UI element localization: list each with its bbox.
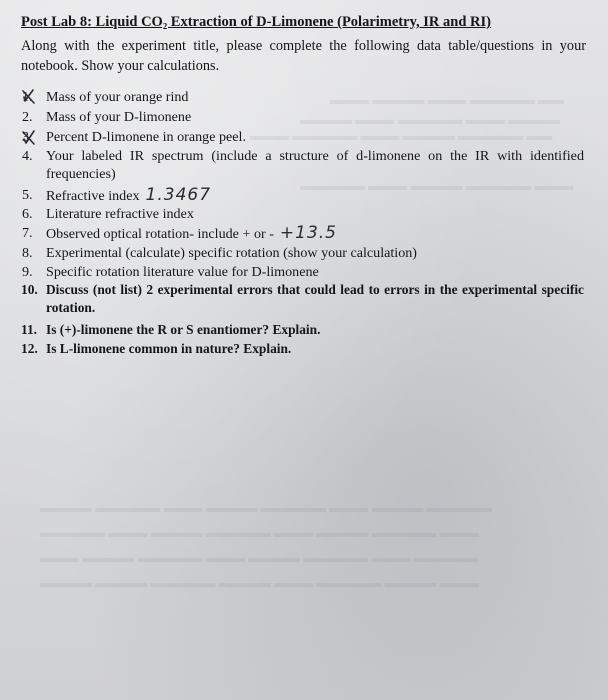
- item-number: 12.: [21, 341, 38, 356]
- item-text: Experimental (calculate) specific rotation (show your calculation): [46, 245, 417, 261]
- handwritten-answer: 1.3467: [145, 185, 212, 205]
- item-number: 7.: [22, 225, 33, 241]
- item-number: 9.: [22, 264, 33, 280]
- item-number: 3.: [22, 129, 33, 145]
- bleed-through-text: ▬▬▬▬ ▬▬▬▬ ▬▬▬▬▬ ▬▬▬▬ ▬▬▬ ▬▬▬▬▬ ▬▬▬▬ ▬▬▬: [40, 575, 479, 590]
- item-number: 4.: [22, 148, 33, 164]
- list-item: [22, 224, 584, 243]
- item-text: Percent D-limonene in orange peel.: [46, 129, 246, 145]
- item-text: Mass of your D-limonene: [46, 109, 192, 125]
- list-item: [22, 263, 584, 281]
- list-item: [22, 340, 584, 358]
- instructions-paragraph: Along with the experiment title, please complete the following data table/questions in your notebook. Show your calculations.: [21, 38, 586, 74]
- list-item: [22, 205, 584, 223]
- handwritten-answer: +13.5: [279, 223, 338, 243]
- worksheet-title: Post Lab 8: Liquid CO₂ Extraction of D-Limonene (Polarimetry, IR and RI): [21, 14, 491, 30]
- bleed-through-text: ▬▬▬▬▬ ▬▬▬ ▬▬▬▬ ▬▬▬▬▬ ▬▬▬ ▬▬▬▬ ▬▬▬▬▬ ▬▬▬: [40, 525, 479, 540]
- bleed-through-text: ▬▬▬ ▬▬▬▬ ▬▬▬ ▬▬▬▬▬ ▬▬: [330, 92, 564, 107]
- bleed-through-text: ▬▬▬▬ ▬▬▬ ▬▬▬▬▬ ▬▬▬ ▬▬▬▬: [300, 112, 560, 127]
- list-item: [22, 128, 584, 146]
- list-item: [22, 147, 584, 183]
- list-item: [22, 108, 584, 126]
- item-text: Refractive index: [46, 188, 140, 204]
- item-text: Is L-limonene common in nature? Explain.: [46, 341, 292, 356]
- item-number: 10.: [21, 282, 38, 297]
- item-number: 6.: [22, 206, 33, 222]
- item-number: 2.: [22, 109, 33, 125]
- item-number: 1.: [22, 89, 33, 105]
- handwritten-check-mark-icon: [20, 88, 38, 106]
- bleed-through-text: ▬▬▬ ▬▬▬▬▬ ▬▬▬ ▬▬▬▬ ▬▬▬▬▬ ▬▬: [250, 128, 553, 143]
- list-item: [22, 281, 584, 317]
- item-number: 11.: [21, 322, 37, 337]
- list-item: [22, 244, 584, 262]
- bleed-through-text: ▬▬▬ ▬▬▬▬ ▬▬▬▬▬ ▬▬▬ ▬▬▬▬ ▬▬▬▬▬ ▬▬▬ ▬▬▬▬▬: [40, 550, 479, 565]
- list-item: [22, 186, 584, 205]
- item-number: 5.: [22, 187, 33, 203]
- item-text: Mass of your orange rind: [46, 89, 189, 105]
- item-text: Observed optical rotation- include + or -: [46, 226, 274, 242]
- list-item: [22, 321, 584, 339]
- item-text: Your labeled IR spectrum (include a structure of d-limonene on the IR with identified frequencies): [46, 148, 584, 182]
- item-text: Discuss (not list) 2 experimental errors that could lead to errors in the experimental specific rotation.: [46, 282, 584, 315]
- item-text: Literature refractive index: [46, 206, 194, 222]
- bleed-through-text: ▬▬▬▬ ▬▬▬▬▬ ▬▬▬ ▬▬▬▬ ▬▬▬▬▬ ▬▬▬ ▬▬▬▬ ▬▬▬▬▬: [40, 500, 492, 515]
- item-number: 8.: [22, 245, 33, 261]
- item-text: Is (+)-limonene the R or S enantiomer? Explain.: [46, 322, 321, 337]
- item-text: Specific rotation literature value for D-limonene: [46, 264, 319, 280]
- handwritten-check-mark-icon: [20, 128, 38, 146]
- bleed-through-text: ▬▬▬▬▬ ▬▬▬ ▬▬▬▬ ▬▬▬▬▬ ▬▬▬: [300, 178, 573, 193]
- list-item: [22, 88, 584, 106]
